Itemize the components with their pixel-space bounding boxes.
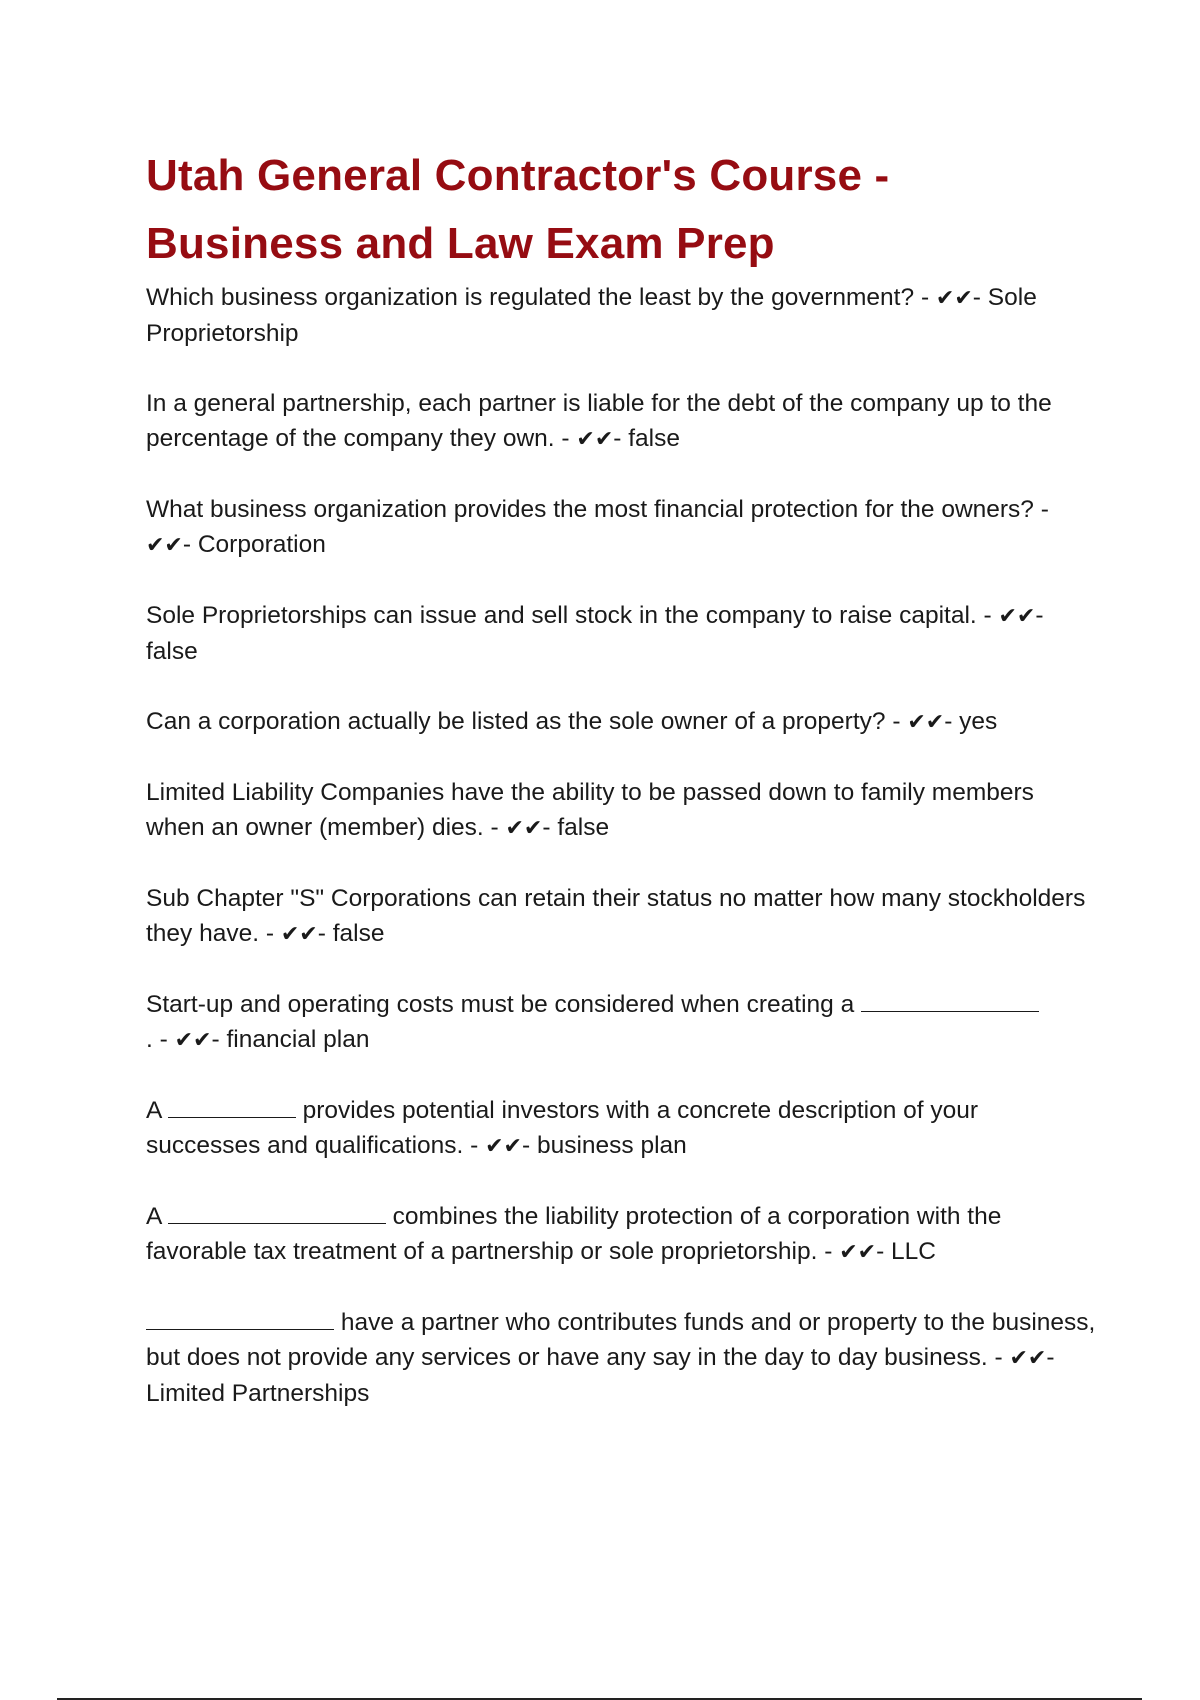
answer-text: false: [628, 425, 681, 452]
qa-item-8: [146, 987, 1096, 1058]
question-text: Can a corporation actually be listed as the sole owner of a property?: [146, 708, 886, 735]
separator: -: [522, 1132, 531, 1159]
separator: -: [470, 1132, 479, 1159]
answer-text: Limited Partnerships: [146, 1380, 370, 1407]
check-mark-icon: ✔✔: [935, 286, 973, 311]
check-mark-icon: ✔✔: [280, 922, 318, 947]
check-mark-icon: ✔✔: [839, 1240, 877, 1265]
check-mark-icon: ✔✔: [174, 1028, 212, 1053]
answer-text: Sole Proprietorship: [146, 284, 1037, 347]
fill-in-blank: [861, 989, 1039, 1012]
question-text: Sole Proprietorships can issue and sell stock in the company to raise capital.: [146, 602, 977, 629]
separator: -: [983, 602, 992, 629]
question-text: What business organization provides the most financial protection for the owners?: [146, 496, 1034, 523]
title-line-1: Utah General Contractor's Course -: [146, 151, 890, 200]
fill-in-blank: [168, 1201, 386, 1224]
question-text: In a general partnership, each partner is liable for the debt of the company up to the percentage of the company they own.: [146, 390, 1052, 452]
separator: -: [972, 284, 981, 311]
separator: -: [490, 814, 499, 841]
check-mark-icon: ✔✔: [146, 533, 183, 558]
check-mark-icon: ✔✔: [907, 710, 945, 735]
separator: -: [892, 708, 901, 735]
separator: -: [1035, 602, 1044, 629]
qa-item-5: [146, 704, 1096, 740]
document-title: [146, 142, 1096, 278]
separator: -: [265, 920, 275, 947]
separator: -: [876, 1238, 885, 1265]
separator: -: [211, 1026, 220, 1053]
qa-item-3: [146, 492, 1096, 563]
qa-item-10: [146, 1199, 1096, 1270]
answer-text: false: [557, 814, 610, 841]
answer-text: false: [146, 638, 198, 665]
qa-item-11: [146, 1305, 1096, 1411]
answer-text: yes: [959, 708, 998, 735]
check-mark-icon: ✔✔: [576, 427, 614, 452]
qa-item-1: [146, 280, 1096, 351]
answer-text: business plan: [536, 1132, 687, 1159]
separator: -: [1040, 496, 1049, 523]
question-text-end: .: [146, 1026, 153, 1053]
separator: -: [542, 814, 551, 841]
answer-text: financial plan: [226, 1026, 370, 1053]
separator: -: [182, 531, 192, 558]
check-mark-icon: ✔✔: [505, 816, 543, 841]
separator: -: [920, 284, 930, 311]
separator: -: [824, 1238, 833, 1265]
separator: -: [159, 1026, 168, 1053]
answer-text: LLC: [891, 1238, 936, 1265]
check-mark-icon: ✔✔: [485, 1134, 522, 1159]
qa-item-4: [146, 598, 1096, 669]
question-text: A: [146, 1203, 161, 1230]
separator: -: [944, 708, 953, 735]
separator: -: [317, 920, 326, 947]
check-mark-icon: ✔✔: [998, 604, 1036, 629]
qa-item-6: [146, 775, 1096, 846]
check-mark-icon: ✔✔: [1009, 1346, 1047, 1371]
separator: -: [1046, 1344, 1055, 1371]
question-text-end: provides potential investors with a concrete description of your successes and qualifications.: [146, 1097, 979, 1159]
question-text: Limited Liability Companies have the ability to be passed down to family members when an owner (member) dies.: [146, 779, 1034, 841]
question-text-end: combines the liability protection of a corporation with the favorable tax treatment of a partnership or sole proprietorship.: [146, 1203, 1002, 1265]
question-text: Start-up and operating costs must be considered when creating a: [146, 991, 855, 1018]
fill-in-blank: [146, 1307, 334, 1330]
qa-item-2: [146, 386, 1096, 457]
separator: -: [561, 425, 570, 452]
question-text-end: have a partner who contributes funds and or property to the business, but does not provide any services or have any say in the day to day business.: [146, 1309, 1096, 1371]
question-text: A: [146, 1097, 161, 1124]
answer-text: false: [332, 920, 385, 947]
question-text: Which business organization is regulated the least by the government?: [146, 284, 915, 311]
answer-text: Corporation: [197, 531, 326, 558]
qa-item-9: [146, 1093, 1096, 1164]
title-line-2: Business and Law Exam Prep: [146, 219, 775, 268]
fill-in-blank: [168, 1095, 296, 1118]
document-content: [146, 142, 1096, 1446]
separator: -: [613, 425, 622, 452]
separator: -: [994, 1344, 1003, 1371]
question-text: Sub Chapter "S" Corporations can retain their status no matter how many stockholders they have.: [146, 885, 1086, 947]
qa-item-7: [146, 881, 1096, 952]
